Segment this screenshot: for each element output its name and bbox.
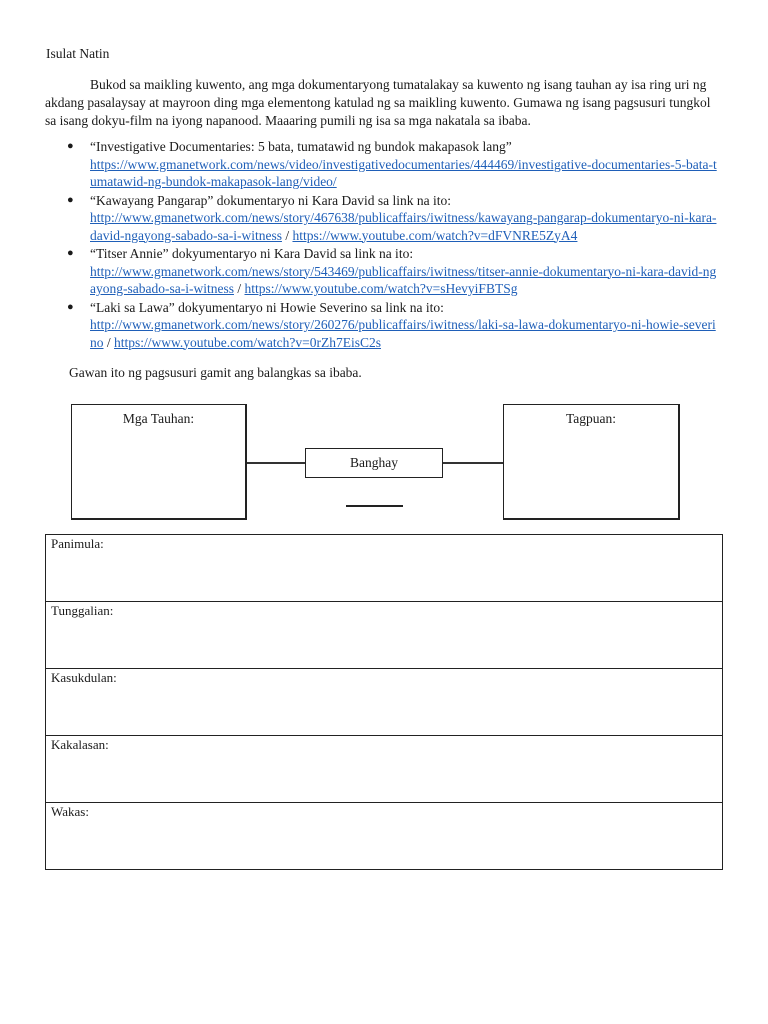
table-row (46, 602, 723, 669)
table-row (46, 535, 723, 602)
resource-list (60, 138, 720, 352)
plot-row-label: Wakas: (51, 804, 89, 819)
list-item (60, 299, 720, 352)
plot-row-label: Kakalasan: (51, 737, 109, 752)
table-row (46, 803, 723, 870)
characters-box (71, 404, 247, 520)
resource-link[interactable]: https://www.youtube.com/watch?v=sHevyiFBTSg (244, 281, 518, 296)
plot-row-label: Panimula: (51, 536, 104, 551)
bullet-icon: ● (67, 247, 74, 259)
resource-link[interactable]: http://www.gmanetwork.com/news/story/260276/publicaffairs/iwitness/laki-sa-lawa-dokumentaryo-ni-howie-severino (90, 317, 716, 350)
bullet-icon: ● (67, 140, 74, 152)
connector-left (247, 462, 305, 464)
resource-title: “Investigative Documentaries: 5 bata, tumatawid ng bundok makapasok lang” (90, 139, 512, 154)
resource-title: “Laki sa Lawa” dokyumentaryo ni Howie Severino sa link na ito: (90, 299, 444, 315)
link-separator: / (233, 281, 245, 296)
plot-cell[interactable] (46, 602, 723, 669)
resource-link[interactable]: http://www.gmanetwork.com/news/story/467638/publicaffairs/iwitness/kawayang-pangarap-dokumentaryo-ni-kara-david-ngayong-sabado-sa-i-witness (90, 210, 717, 243)
instruction-text: Gawan ito ng pagsusuri gamit ang balangkas sa ibaba. (69, 365, 362, 380)
resource-title: “Titser Annie” dokyumentaryo ni Kara David sa link na ito: (90, 246, 414, 261)
characters-label: Mga Tauhan: (122, 411, 195, 426)
connector-right (443, 462, 503, 464)
plot-cell[interactable] (46, 736, 723, 803)
intro-paragraph: Bukod sa maikling kuwento, ang mga dokumentaryong tumatalakay sa kuwento ng isang tauhan ay isa ring uri ng akdang pasalaysay at mayroon ding mga elementong katulad ng sa maikling kuwento. Gumawa ng isang pagsusuri tungkol sa isang dokyu-film na iyong napanood. Maaaring pumili ng isa sa mga nakatala sa ibaba. (45, 77, 711, 128)
plot-box: Banghay (305, 448, 443, 478)
page-title: Isulat Natin (46, 46, 110, 61)
setting-box (503, 404, 680, 520)
resource-link[interactable]: https://www.youtube.com/watch?v=0rZh7EisC2s (114, 334, 381, 350)
resource-link[interactable]: https://www.youtube.com/watch?v=dFVNRE5ZyA4 (292, 227, 578, 243)
plot-row-label: Kasukdulan: (51, 670, 117, 685)
list-item (60, 245, 720, 298)
plot-cell[interactable] (46, 535, 723, 602)
bullet-icon: ● (67, 300, 74, 313)
list-item (60, 192, 720, 245)
link-separator: / (103, 334, 115, 350)
resource-title: “Kawayang Pangarap” dokumentaryo ni Kara David sa link na ito: (90, 192, 452, 208)
table-row (46, 669, 723, 736)
setting-label: Tagpuan: (565, 411, 617, 426)
plot-cell[interactable] (46, 669, 723, 736)
resource-link[interactable]: https://www.gmanetwork.com/news/video/investigativedocumentaries/444469/investigative-documentaries-5-bata-tumatawid-ng-bundok-makapasok-lang/video/ (90, 156, 717, 189)
plot-cell[interactable] (46, 803, 723, 870)
link-separator: / (281, 227, 293, 243)
resource-link[interactable]: http://www.gmanetwork.com/news/story/543469/publicaffairs/iwitness/titser-annie-dokumentaryo-ni-kara-david-ngayong-sabado-sa-i-witness (90, 263, 717, 296)
plot-row-label: Tunggalian: (51, 603, 114, 618)
list-item (60, 138, 720, 191)
bullet-icon: ● (67, 193, 74, 206)
plot-table (45, 534, 723, 870)
blank-line (346, 505, 403, 507)
table-row (46, 736, 723, 803)
